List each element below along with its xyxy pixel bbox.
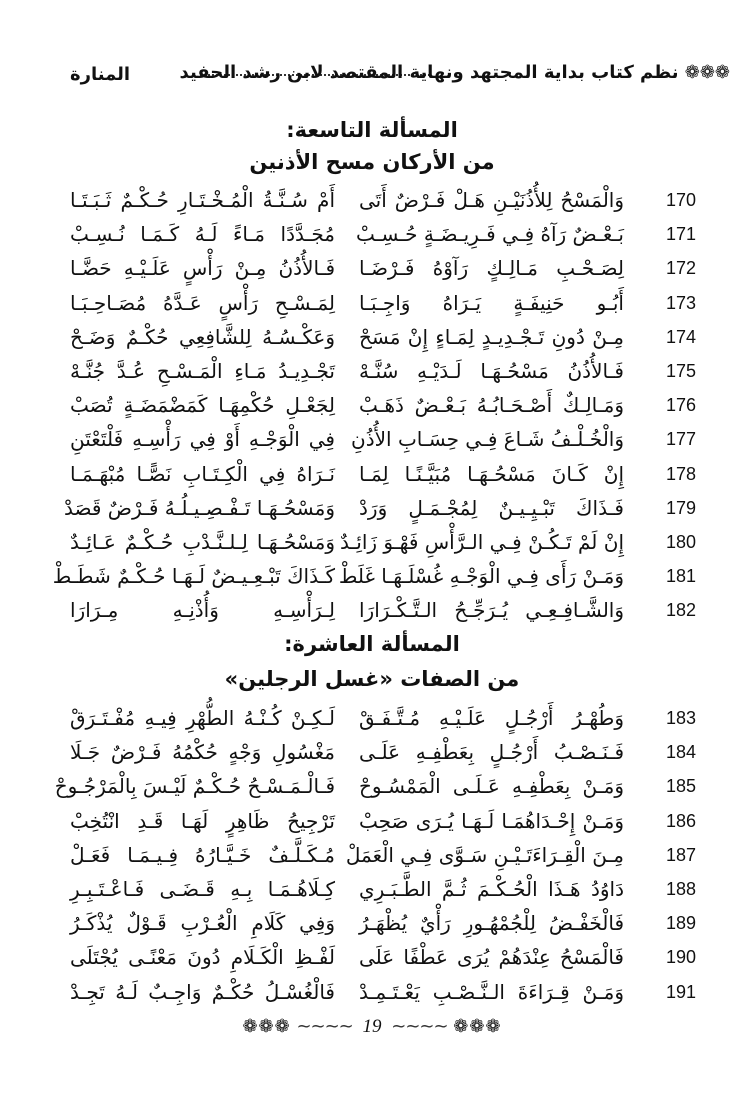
verse-number: 175	[666, 361, 697, 381]
verse-row	[0, 805, 744, 839]
verse-first-hemistich: مِـنْ دُونِ تَـجْـدِيـدٍ لِمَـاءٍ إِنْ مَسَحْ	[359, 325, 624, 349]
verse-row	[0, 492, 744, 526]
verse-row	[0, 907, 744, 941]
section10-title: المسألة العاشرة:	[284, 632, 460, 656]
verse-row	[0, 526, 744, 560]
verse-first-hemistich: وَمَـنْ إِحْـدَاهُمَـا لَـهَـا يُـرَى صَحِبْ	[359, 809, 624, 833]
section9-subtitle: من الأركان مسح الأذنين	[249, 150, 495, 174]
verse-row	[0, 839, 744, 873]
verse-first-hemistich: فَـالأُذُنُ مَسْحُـهَـا لَـدَيْـهِ سُنَّـهْ	[359, 359, 624, 383]
book-title: نظم كتاب بداية المجتهد ونهاية المقتصد لابن رشد الحفيد	[179, 62, 679, 83]
verse-second-hemistich: مُـكَـلَّـفٌ خَـيَّـارُهُ فِـيـمَـا فَعَـلْ	[70, 843, 335, 867]
ornament-icon: ❁❁❁	[684, 62, 730, 83]
verse-row	[0, 736, 744, 770]
verse-row	[0, 321, 744, 355]
verse-row	[0, 976, 744, 1010]
verse-first-hemistich: أَبُـو حَنِيفَـةٍ يَـرَاهُ وَاجِـبَـا	[359, 291, 624, 315]
verse-number: 188	[666, 879, 697, 899]
verse-second-hemistich: تَجْـدِيـدُ مَـاءِ الْمَـسْـحِ عُـدَّ جُنَّـهْ	[70, 359, 335, 383]
verse-row	[0, 389, 744, 423]
verse-second-hemistich: وَمَسْحُـهَـا لِـلـنَّـدْبِ حُـكْـمٌ عَـائِـدٌ	[70, 530, 335, 554]
verse-number: 170	[666, 190, 697, 210]
verse-first-hemistich: فَـذَاكَ تَبْـيِـيـنٌ لِمُجْـمَـلٍ وَرَدْ	[359, 496, 624, 520]
verse-number: 182	[666, 600, 697, 620]
verse-second-hemistich: لَفْـظِ الْكَـلَامِ دُونَ مَعْنًـى يُجْتَلَى	[70, 945, 335, 969]
verse-first-hemistich: دَاوُدُ هَـذَا الْحُـكْـمَ ثُـمَّ الطَّـبَـرِي	[359, 877, 624, 901]
verse-row	[0, 218, 744, 252]
verse-number: 178	[666, 464, 697, 484]
verse-second-hemistich: كَـذَاكَ تَبْـعِـيـضٌ لَـهَـا حُـكْـمٌ شَطَـطْ	[52, 564, 335, 588]
verse-first-hemistich: وَالْمَسْحُ لِلأُذُنَيْـنِ هَـلْ فَـرْضٌ أَتَى	[359, 188, 624, 212]
verse-number: 183	[666, 708, 697, 728]
verse-row	[0, 458, 744, 492]
verse-number: 177	[666, 429, 697, 449]
verse-second-hemistich: لِـرَأْسِـهِ وَأُذْنِـهِ مِـرَارَا	[70, 598, 335, 622]
verse-second-hemistich: وَمَسْحُـهَـا تَـفْـصِـيـلُـهُ فَـرْضٌ قَصَدْ	[64, 496, 335, 520]
verse-second-hemistich: مَغْسُولِ وَجْهٍ حُكْمُهُ فَـرْضٌ جَـلَا	[70, 740, 335, 764]
verse-second-hemistich: لِمَـسْـحِ رَأْسٍ عَـدَّهُ مُصَـاحِـبَـا	[70, 291, 335, 315]
verse-row	[0, 941, 744, 975]
verse-second-hemistich: فَالْغُسْـلُ حُكْـمٌ وَاجِـبٌ لَـهُ تَجِـدْ	[70, 980, 335, 1004]
verse-second-hemistich: لِجَعْـلِ حُكْمِهَـا كَمَضْمَضَـةٍ تُصَبْ	[70, 393, 335, 417]
verse-first-hemistich: إِنْ كَـانَ مَسْحُـهَـا مُبَيَّـنًـا لِمَـا	[359, 462, 624, 486]
verse-first-hemistich: فَالْخَفْـضُ لِلْجُمْهُـورِ رَأْيٌ يُظْهَـرُ	[359, 911, 624, 935]
verse-second-hemistich: تَرْجِيحُ ظَاهِرٍ لَهَـا قَـدِ انْتُخِبْ	[70, 809, 335, 833]
verse-number: 184	[666, 742, 697, 762]
verse-row	[0, 287, 744, 321]
verse-row	[0, 560, 744, 594]
verse-first-hemistich: إِنْ لَمْ تَـكُـنْ فِـي الـرَّأْسِ فَهْـوَ زَائِـدٌ	[339, 530, 624, 554]
verse-first-hemistich: وَمَـالِـكٌ أَصْـحَـابُـهُ بَـعْـضٌ ذَهَـبْ	[359, 393, 624, 417]
verse-row	[0, 355, 744, 389]
verse-second-hemistich: مُجَـدَّدًا مَـاءً لَـهُ كَـمَـا نُـسِـبْ	[70, 222, 335, 246]
verse-first-hemistich: لِصَـحْـبِ مَـالِـكٍ رَآوْهُ فَـرْضَـا	[359, 256, 624, 280]
verse-number: 172	[666, 258, 697, 278]
verse-number: 173	[666, 293, 697, 313]
verse-second-hemistich: فَـالْـمَـسْـحُ حُـكْـمٌ لَيْـسَ بِالْمَرْجُـوحْ	[54, 774, 335, 798]
verse-number: 180	[666, 532, 697, 552]
verse-first-hemistich: بَـعْـضٌ رَآهُ فِـي فَـرِيـضَـةٍ حُـسِـبْ	[355, 222, 624, 246]
site-name: المنارة	[70, 64, 131, 85]
verse-second-hemistich: كِـلَاهُـمَـا بِـهِ قَـضَـى فَـاعْـتَـبِـرِ	[70, 877, 335, 901]
verse-first-hemistich: وَمَـنْ قِـرَاءَةَ الـنَّـصْـبِ يَعْـتَـمِـدْ	[359, 980, 624, 1004]
verse-second-hemistich: نَـرَاهُ فِي الْكِـتَـابِ نَصًّـا مُبْهَـمَـا	[70, 462, 335, 486]
verse-number: 189	[666, 913, 697, 933]
verse-number: 179	[666, 498, 697, 518]
footer-dashes: ~~~~	[391, 1016, 448, 1037]
verse-row	[0, 594, 744, 628]
verse-first-hemistich: وَمَـنْ بِعَطْفِـهِ عَـلَـى الْمَمْسُـوحْ	[359, 774, 624, 798]
verse-row	[0, 873, 744, 907]
verse-row	[0, 702, 744, 736]
verse-second-hemistich: أَمْ سُـنَّـةُ الْمُـخْـتَـارِ حُـكْـمٌ ثَـبَـتَـا	[70, 188, 335, 212]
verse-row	[0, 252, 744, 286]
verse-number: 176	[666, 395, 697, 415]
verse-number: 181	[666, 566, 697, 586]
verse-first-hemistich: فَالْمَسْحُ عِنْدَهُمْ يُرَى عَطْفًا عَلَى	[359, 945, 624, 969]
book-title-line	[180, 62, 730, 83]
verse-first-hemistich: وَمَـنْ رَأَى فِـي الْوَجْـهِ غُسْلَـهَـا غَلَطْ	[338, 564, 624, 588]
page-header	[70, 52, 730, 92]
verse-second-hemistich: لَـكِـنْ كُـنْـهُ الطُّهْرِ فِيـهِ مُفْـتَـرَقْ	[70, 706, 335, 730]
verse-number: 190	[666, 947, 697, 967]
verse-second-hemistich: فَـالأُذُنُ مِـنْ رَأْسٍ عَلَـيْـهِ حَضَّـا	[70, 256, 335, 280]
verse-row	[0, 770, 744, 804]
verse-first-hemistich: وَالْخُـلْـفُ شَـاعَ فِـي حِسَـابِ الأُذُنِ	[351, 427, 624, 451]
verse-first-hemistich: وَالشَّـافِـعِـي يُـرَجِّـحُ الـتَّـكْـرَارَا	[359, 598, 624, 622]
verse-number: 174	[666, 327, 697, 347]
page-number: 19	[362, 1016, 382, 1037]
verse-number: 187	[666, 845, 697, 865]
verse-row	[0, 423, 744, 457]
verse-number: 186	[666, 811, 697, 831]
verse-first-hemistich: فَـنَـصْـبُ أَرْجُـلٍ بِعَطْفِـهِ عَلَـى	[359, 740, 624, 764]
ornament-icon: ❁❁❁	[453, 1016, 502, 1037]
verse-first-hemistich: مِـنَ الْقِـرَاءَتَـيْـنِ سَـوَّى فِـي الْعَمَلْ	[345, 843, 624, 867]
section9-title: المسألة التاسعة:	[286, 118, 458, 142]
verse-second-hemistich: فِي الْوَجْـهِ أَوْ فِي رَأْسِـهِ فَلْتَعْتَنِ	[70, 427, 335, 451]
ornament-icon: ❁❁❁	[242, 1016, 291, 1037]
verse-number: 191	[666, 982, 697, 1002]
verse-number: 185	[666, 776, 697, 796]
page-footer	[0, 1016, 744, 1038]
verse-first-hemistich: وَطُهْـرُ أَرْجُـلٍ عَلَـيْـهِ مُـتَّـفَـقْ	[359, 706, 624, 730]
section10-subtitle: من الصفات «غسل الرجلين»	[224, 667, 520, 691]
verse-number: 171	[666, 224, 697, 244]
verse-second-hemistich: وَعَكْـسُـهُ لِلشَّافِعِي حُكْـمٌ وَضَـحْ	[70, 325, 335, 349]
verse-second-hemistich: وَفِي كَلَامِ الْعُـرْبِ قَـوْلٌ يُذْكَـرُ	[70, 911, 335, 935]
verse-row	[0, 184, 744, 218]
footer-dashes: ~~~~	[296, 1016, 353, 1037]
